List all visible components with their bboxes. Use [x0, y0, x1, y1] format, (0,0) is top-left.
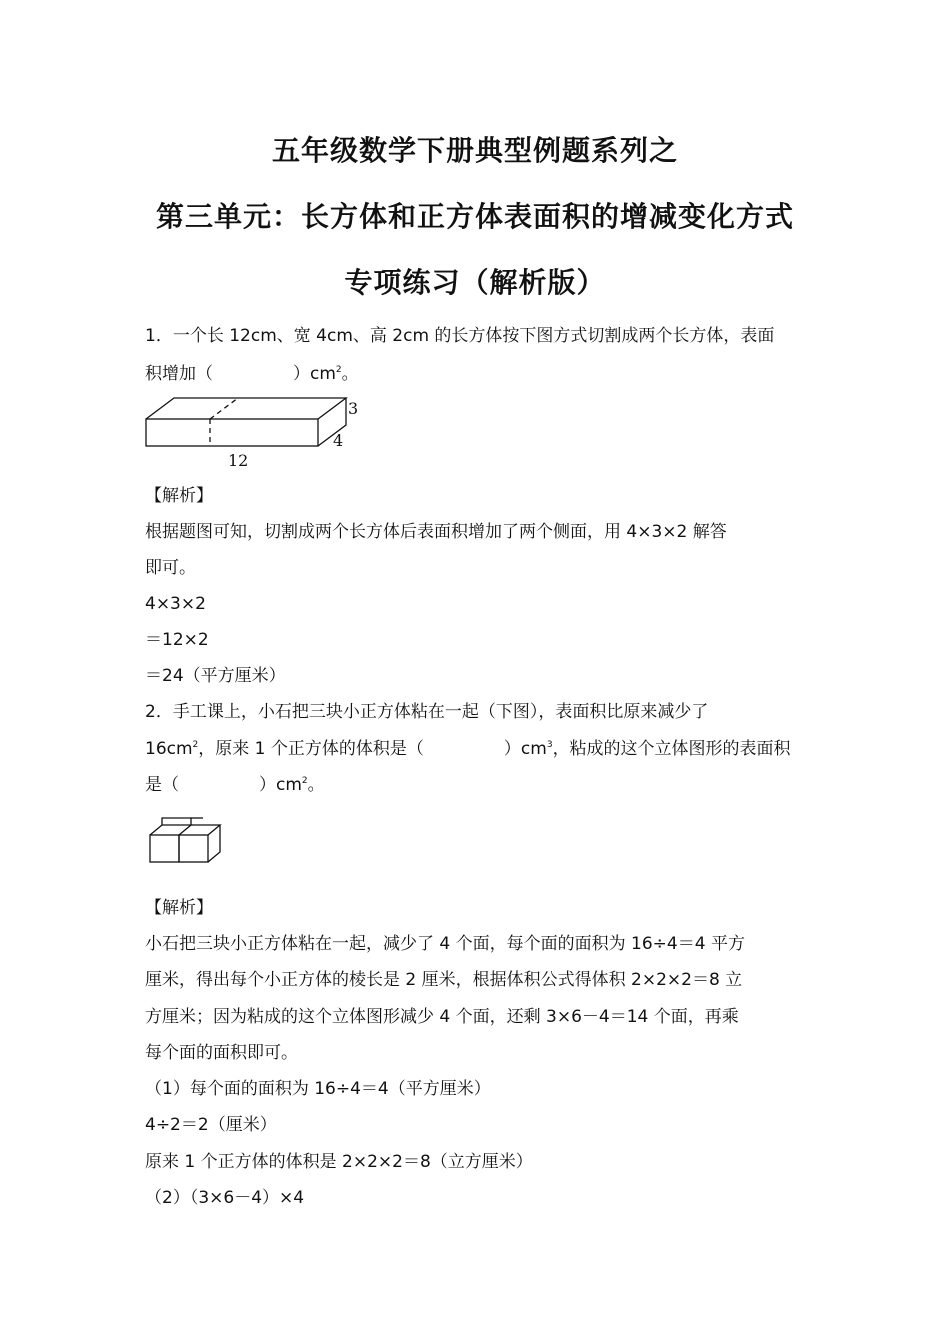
q2-analysis-heading: 【解析】 — [145, 898, 213, 918]
q2-unit-sup-2: 3 — [546, 740, 553, 750]
q2-text-line-2 — [145, 737, 791, 761]
q2-text-post: ）cm — [259, 775, 302, 795]
q1-text-end: 。 — [341, 364, 359, 384]
cube-right-front — [179, 835, 208, 862]
q2-step-1: （1）每个面的面积为 16÷4＝4（平方厘米） — [145, 1079, 491, 1099]
q1-analysis-line-1: 根据题图可知，切割成两个长方体后表面积增加了两个侧面，用 4×3×2 解答 — [145, 522, 727, 542]
q1-text-line-1: 1．一个长 12cm、宽 4cm、高 2cm 的长方体按下图方式切割成两个长方体，表面 — [145, 326, 775, 346]
cube-left-front — [150, 835, 179, 862]
q2-text-part-3: ）cm — [503, 739, 547, 759]
q1-calc-1: 4×3×2 — [145, 594, 206, 614]
doc-title-line-3: 专项练习（解析版） — [344, 266, 606, 299]
q1-text-post: ）cm — [293, 364, 336, 384]
q2-step-3: 原来 1 个正方体的体积是 2×2×2＝8（立方厘米） — [145, 1152, 533, 1172]
cuboid-shape — [146, 398, 346, 446]
q2-step-2: 4÷2＝2（厘米） — [145, 1115, 277, 1135]
q1-text-line-2 — [145, 362, 359, 386]
q2-text-line-3 — [145, 773, 325, 797]
q2-step-4: （2）（3×6－4）×4 — [145, 1188, 305, 1208]
q2-analysis-line-1: 小石把三块小正方体粘在一起，减少了 4 个面，每个面的面积为 16÷4＝4 平方 — [145, 934, 745, 954]
cuboid-width-label: 4 — [333, 431, 344, 450]
q2-analysis-line-3: 方厘米；因为粘成的这个立体图形减少 4 个面，还剩 3×6－4＝14 个面，再乘 — [145, 1007, 739, 1027]
cuboid-length-label: 12 — [228, 451, 249, 470]
cuboid-top-face — [146, 398, 346, 419]
cuboid-figure — [140, 390, 370, 470]
q1-calc-2: ＝12×2 — [145, 630, 209, 650]
q2-text-line-1: 2．手工课上，小石把三块小正方体粘在一起（下图），表面积比原来减少了 — [145, 702, 709, 722]
cube-left-top — [150, 825, 191, 835]
q2-text-part-2: ，原来 1 个正方体的体积是（ — [198, 739, 424, 759]
q1-analysis-heading: 【解析】 — [145, 486, 213, 506]
doc-title-line-1: 五年级数学下册典型例题系列之 — [271, 134, 678, 167]
cubes-figure — [146, 814, 226, 866]
cut-line — [210, 398, 238, 446]
q1-text-pre: 积增加（ — [145, 364, 213, 384]
q1-unit-sup: 2 — [335, 365, 342, 375]
q2-analysis-line-4: 每个面的面积即可。 — [145, 1043, 298, 1063]
q2-text-part-1: 16cm — [145, 739, 193, 759]
cube-right-top — [191, 825, 220, 835]
q2-text-part-4: ，粘成的这个立体图形的表面积 — [552, 739, 791, 759]
cube-back-top — [162, 818, 191, 825]
q2-unit-sup-3: 2 — [301, 776, 308, 786]
cuboid-front-face — [146, 419, 318, 446]
q2-analysis-line-2: 厘米，得出每个小正方体的棱长是 2 厘米，根据体积公式得体积 2×2×2＝8 立 — [145, 970, 743, 990]
cuboid-height-label: 3 — [348, 399, 359, 418]
q1-calc-3: ＝24（平方厘米） — [145, 666, 286, 686]
q2-text-pre: 是（ — [145, 775, 179, 795]
doc-title-line-2: 第三单元：长方体和正方体表面积的增减变化方式 — [155, 200, 794, 233]
q2-unit-sup-1: 2 — [192, 740, 199, 750]
q1-analysis-line-2: 即可。 — [145, 558, 196, 578]
stacked-cubes — [150, 818, 220, 862]
q2-text-end: 。 — [307, 775, 325, 795]
